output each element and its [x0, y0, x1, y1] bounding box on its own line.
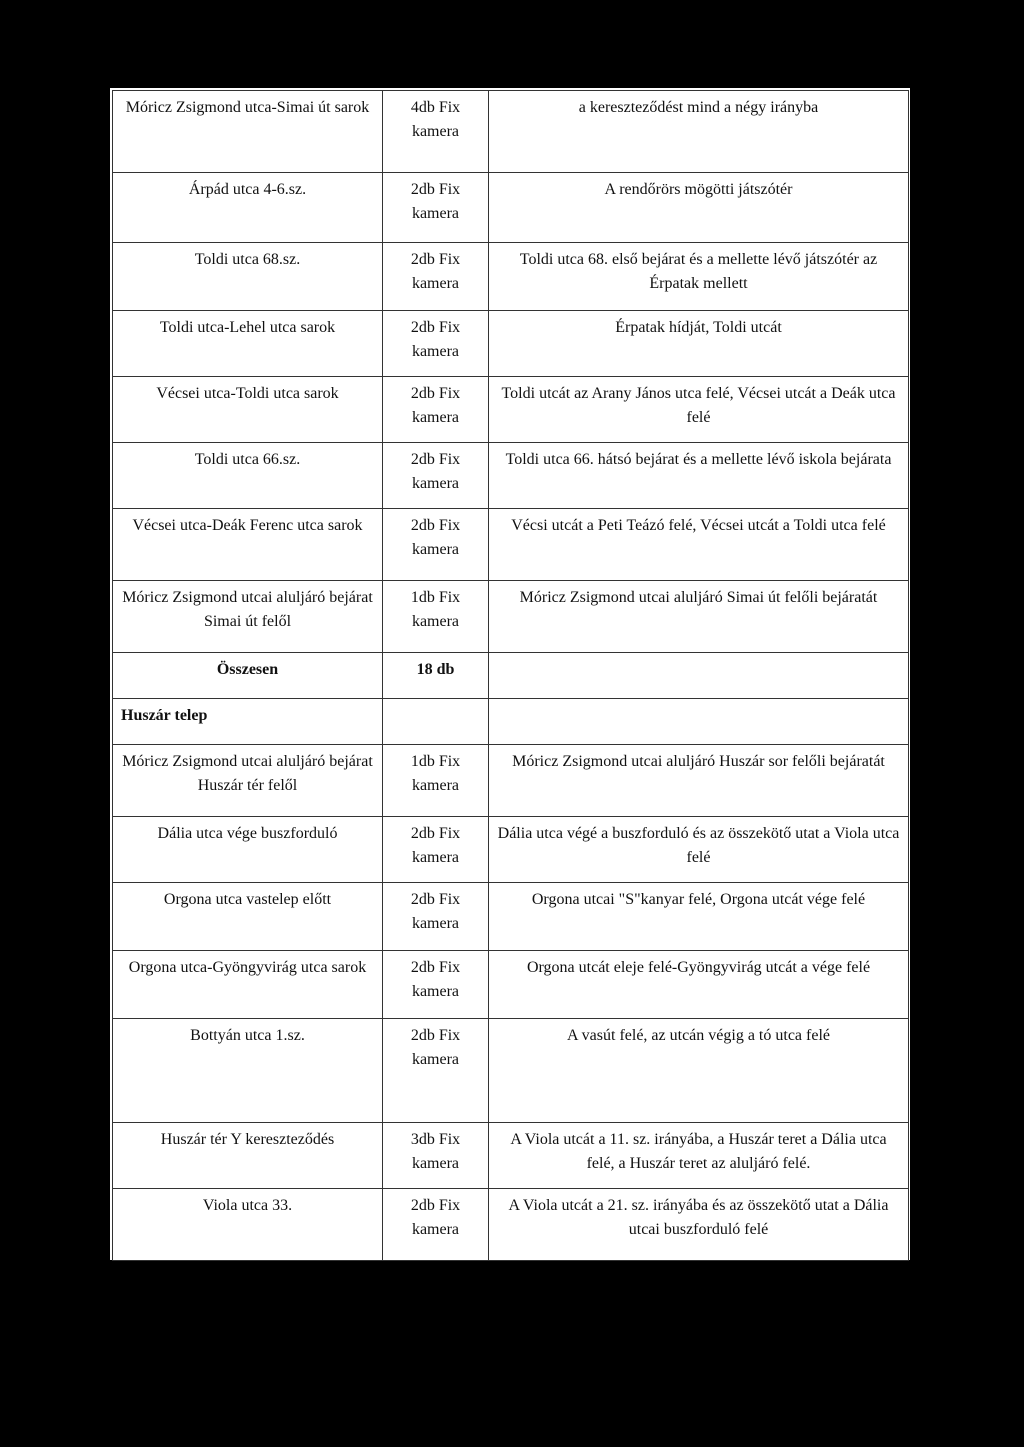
section-title: Huszár telep: [113, 699, 383, 745]
table-row: [113, 311, 909, 377]
table-row: [113, 951, 909, 1019]
direction-cell: Dália utca végé a buszforduló és az összekötő utat a Viola utca felé: [489, 817, 909, 883]
camera-count-cell: 1db Fix kamera: [383, 745, 489, 817]
camera-table: [112, 90, 909, 1261]
location-cell: Vécsei utca-Toldi utca sarok: [113, 377, 383, 443]
camera-count-cell: 2db Fix kamera: [383, 951, 489, 1019]
empty-cell: [489, 699, 909, 745]
camera-count-cell: 1db Fix kamera: [383, 581, 489, 653]
location-cell: Toldi utca-Lehel utca sarok: [113, 311, 383, 377]
direction-cell: A rendőrörs mögötti játszótér: [489, 173, 909, 243]
table-row: [113, 1189, 909, 1261]
table-row: [113, 883, 909, 951]
table-row: [113, 243, 909, 311]
total-label: Összesen: [113, 653, 383, 699]
location-cell: Huszár tér Y kereszteződés: [113, 1123, 383, 1189]
camera-count-cell: 3db Fix kamera: [383, 1123, 489, 1189]
camera-count-cell: 2db Fix kamera: [383, 377, 489, 443]
table-row: [113, 509, 909, 581]
camera-count-cell: 2db Fix kamera: [383, 1019, 489, 1123]
table-row: [113, 1123, 909, 1189]
location-cell: Orgona utca vastelep előtt: [113, 883, 383, 951]
camera-count-cell: 2db Fix kamera: [383, 443, 489, 509]
table-row: [113, 817, 909, 883]
table-row: [113, 443, 909, 509]
direction-cell: Vécsi utcát a Peti Teázó felé, Vécsei utcát a Toldi utca felé: [489, 509, 909, 581]
table-row: [113, 1019, 909, 1123]
direction-cell: Toldi utcát az Arany János utca felé, Vécsei utcát a Deák utca felé: [489, 377, 909, 443]
location-cell: Móricz Zsigmond utca-Simai út sarok: [113, 91, 383, 173]
direction-cell: Orgona utcai "S"kanyar felé, Orgona utcát vége felé: [489, 883, 909, 951]
camera-count-cell: 2db Fix kamera: [383, 1189, 489, 1261]
table-row: [113, 745, 909, 817]
location-cell: Móricz Zsigmond utcai aluljáró bejárat Simai út felől: [113, 581, 383, 653]
document-page: [110, 88, 910, 1260]
location-cell: Toldi utca 66.sz.: [113, 443, 383, 509]
location-cell: Bottyán utca 1.sz.: [113, 1019, 383, 1123]
camera-count-cell: 2db Fix kamera: [383, 883, 489, 951]
total-row: [113, 653, 909, 699]
direction-cell: Móricz Zsigmond utcai aluljáró Simai út felőli bejáratát: [489, 581, 909, 653]
location-cell: Árpád utca 4-6.sz.: [113, 173, 383, 243]
table-row: [113, 581, 909, 653]
direction-cell: Toldi utca 66. hátsó bejárat és a mellette lévő iskola bejárata: [489, 443, 909, 509]
direction-cell: Móricz Zsigmond utcai aluljáró Huszár sor felőli bejáratát: [489, 745, 909, 817]
location-cell: Dália utca vége buszforduló: [113, 817, 383, 883]
empty-cell: [489, 653, 909, 699]
empty-cell: [383, 699, 489, 745]
camera-count-cell: 2db Fix kamera: [383, 311, 489, 377]
camera-count-cell: 2db Fix kamera: [383, 173, 489, 243]
location-cell: Móricz Zsigmond utcai aluljáró bejárat Huszár tér felől: [113, 745, 383, 817]
direction-cell: A vasút felé, az utcán végig a tó utca felé: [489, 1019, 909, 1123]
location-cell: Viola utca 33.: [113, 1189, 383, 1261]
location-cell: Vécsei utca-Deák Ferenc utca sarok: [113, 509, 383, 581]
direction-cell: Orgona utcát eleje felé-Gyöngyvirág utcát a vége felé: [489, 951, 909, 1019]
direction-cell: Toldi utca 68. első bejárat és a mellette lévő játszótér az Érpatak mellett: [489, 243, 909, 311]
direction-cell: A Viola utcát a 11. sz. irányába, a Huszár teret a Dália utca felé, a Huszár teret az aluljáró felé.: [489, 1123, 909, 1189]
location-cell: Orgona utca-Gyöngyvirág utca sarok: [113, 951, 383, 1019]
table-row: [113, 173, 909, 243]
total-value: 18 db: [383, 653, 489, 699]
camera-count-cell: 4db Fix kamera: [383, 91, 489, 173]
section-row: [113, 699, 909, 745]
location-cell: Toldi utca 68.sz.: [113, 243, 383, 311]
table-row: [113, 91, 909, 173]
camera-count-cell: 2db Fix kamera: [383, 243, 489, 311]
camera-count-cell: 2db Fix kamera: [383, 817, 489, 883]
camera-count-cell: 2db Fix kamera: [383, 509, 489, 581]
direction-cell: a kereszteződést mind a négy irányba: [489, 91, 909, 173]
table-row: [113, 377, 909, 443]
direction-cell: Érpatak hídját, Toldi utcát: [489, 311, 909, 377]
direction-cell: A Viola utcát a 21. sz. irányába és az összekötő utat a Dália utcai buszforduló felé: [489, 1189, 909, 1261]
